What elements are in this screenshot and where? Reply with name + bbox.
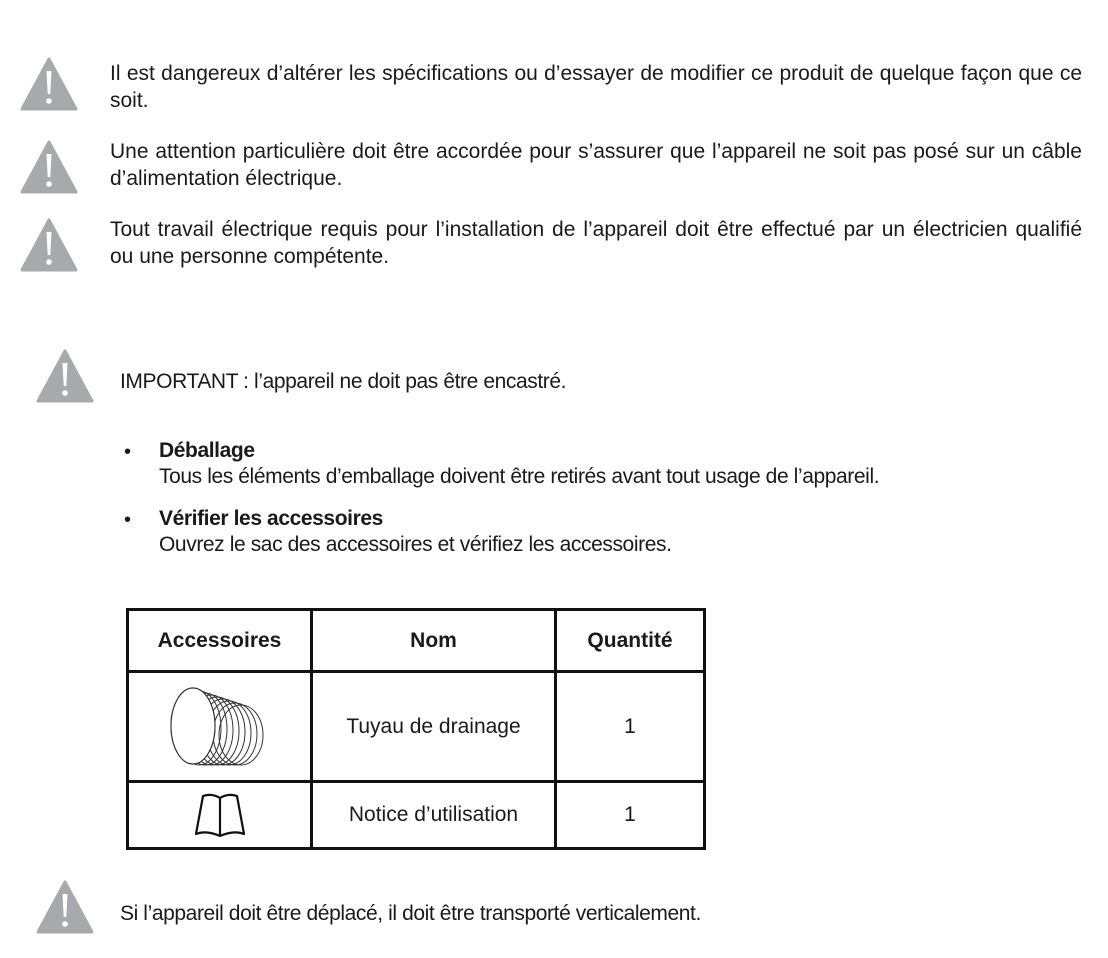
accessory-name: Notice d’utilisation bbox=[312, 782, 556, 849]
final-warning-text: Si l’appareil doit être déplacé, il doit être transporté verticalement. bbox=[120, 902, 701, 925]
accessory-image-cell bbox=[128, 782, 312, 849]
bullet: • bbox=[124, 441, 132, 463]
accessory-image-cell bbox=[128, 672, 312, 782]
bullet-text: Tous les éléments d’emballage doivent être retirés avant tout usage de l’appareil. bbox=[159, 465, 880, 488]
warning-text: Il est dangereux d’altérer les spécifications ou d’essayer de modifier ce produit de quelque façon que ce soit. bbox=[110, 62, 1082, 112]
bullet-title: Vérifier les accessoires bbox=[159, 507, 383, 530]
column-header: Quantité bbox=[556, 610, 705, 672]
column-header: Nom bbox=[312, 610, 556, 672]
accessory-quantity: 1 bbox=[556, 672, 705, 782]
bullet-title: Déballage bbox=[159, 439, 255, 462]
warning-triangle-icon bbox=[36, 880, 94, 934]
drain-hose-icon bbox=[165, 682, 275, 772]
warning-text: Une attention particulière doit être accordée pour s’assurer que l’appareil ne soit pas posé sur un câble d’alimentation électrique. bbox=[110, 140, 1082, 190]
warning-triangle-icon bbox=[20, 57, 78, 111]
accessories-table bbox=[126, 608, 706, 850]
important-note: IMPORTANT : l’appareil ne doit pas être encastré. bbox=[120, 370, 567, 393]
column-header: Accessoires bbox=[128, 610, 312, 672]
bullet: • bbox=[124, 509, 132, 531]
table-row bbox=[128, 672, 705, 782]
manual-book-icon bbox=[190, 792, 250, 838]
bullet-text: Ouvrez le sac des accessoires et vérifiez les accessoires. bbox=[159, 533, 672, 556]
accessory-name: Tuyau de drainage bbox=[312, 672, 556, 782]
table-header-row bbox=[128, 610, 705, 672]
warning-triangle-icon bbox=[20, 140, 78, 194]
accessory-quantity: 1 bbox=[556, 782, 705, 849]
warning-triangle-icon bbox=[20, 218, 78, 272]
warning-triangle-icon bbox=[36, 349, 94, 403]
table-row bbox=[128, 782, 705, 849]
warning-text: Tout travail électrique requis pour l’installation de l’appareil doit être effectué par un électricien qualifié ou une personne compétente. bbox=[110, 218, 1082, 268]
